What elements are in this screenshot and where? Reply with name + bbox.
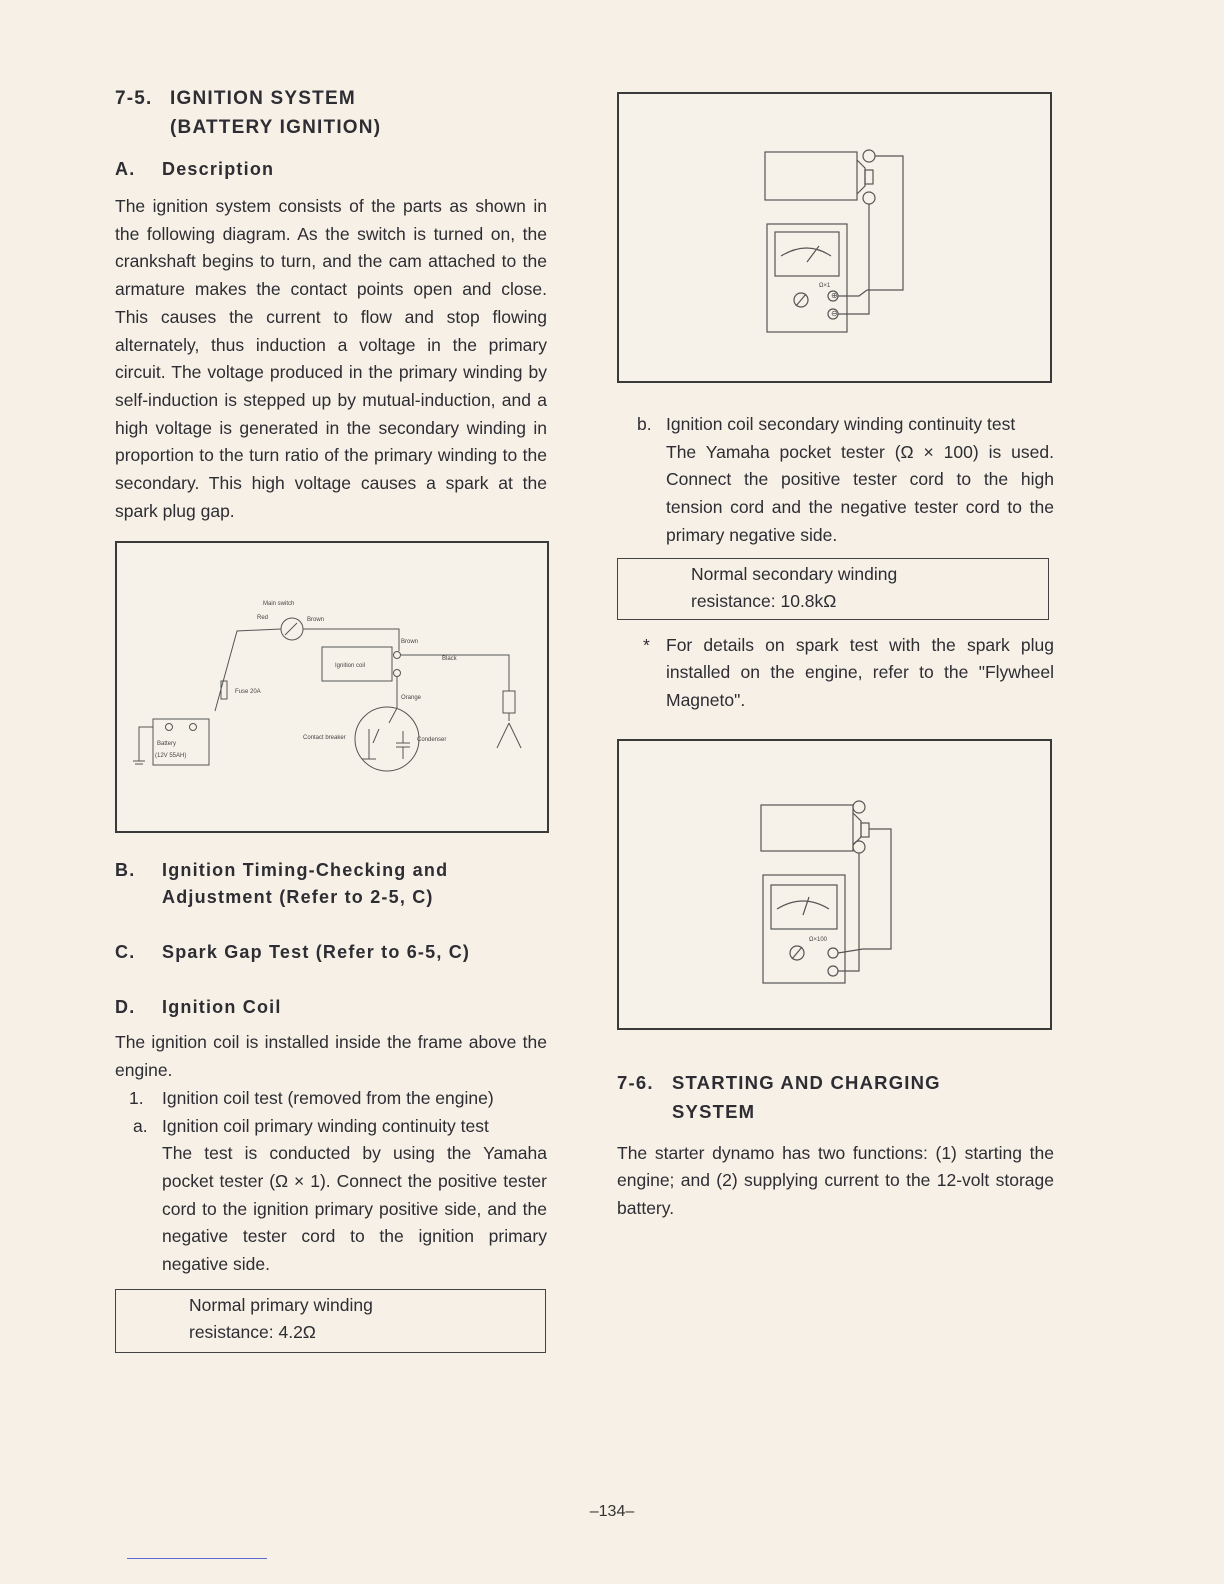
tester-diagram-svg (619, 94, 1050, 381)
list-item-a-label: a. (133, 1115, 148, 1136)
primary-resistance-spec-box (115, 1289, 546, 1353)
ignition-coil-box (765, 152, 857, 200)
section-d-title: Ignition Coil (162, 997, 282, 1018)
main-switch-symbol (281, 618, 303, 640)
tester-range-label: Ω×1 (819, 283, 831, 289)
svg-text:⊖: ⊖ (831, 309, 838, 318)
subsection-letter: C. (115, 942, 136, 963)
section-title-line2: (BATTERY IGNITION) (170, 117, 382, 138)
subsection-letter: A. (115, 159, 136, 179)
description-paragraph: The ignition system consists of the parts as shown in the following diagram. As the switch is turned on, the crankshaft begins to turn, and the cam attached to the armature makes the contact points open and close. This causes the current to flow and stop flowing alternately, thus induction a voltage in the primary circuit. The voltage produced in the primary winding by self-induction is stepped up by mutual-induction, and a high voltage is generated in the secondary winding in proportion to the turn ratio of the primary winding to the secondary. This high voltage causes a spark at the spark plug gap. (115, 196, 547, 521)
ignition-coil-box (761, 805, 853, 851)
spec-line-1: Normal secondary winding (691, 563, 898, 584)
list-item-1-text: Ignition coil test (removed from the engine) (162, 1087, 494, 1108)
section-title-line1: IGNITION SYSTEM (170, 88, 356, 109)
section-b-heading (115, 857, 547, 911)
right-column (617, 92, 1054, 1223)
label-battery: Battery (157, 741, 177, 748)
section-b-line2: Adjustment (Refer to 2-5, C) (162, 887, 434, 908)
footer-rule (127, 1558, 267, 1559)
contact-breaker-symbol (355, 707, 419, 771)
label-brown-2: Brown (401, 639, 419, 646)
ignition-wiring-diagram (115, 541, 549, 833)
tester-figure-primary (617, 92, 1052, 383)
label-contact-breaker: Contact breaker (303, 735, 346, 742)
wiring-diagram-svg (117, 543, 547, 831)
section-c-heading (115, 939, 547, 966)
section-d-heading (115, 994, 547, 1021)
section-c-title: Spark Gap Test (Refer to 6-5, C) (162, 942, 471, 963)
spec-line-2: resistance: 10.8kΩ (691, 590, 837, 611)
list-item-a-title: Ignition coil primary winding continuity test (162, 1115, 489, 1136)
page-number: –134– (589, 1503, 635, 1520)
list-item-b-body: The Yamaha pocket tester (Ω × 100) is used. Connect the positive tester cord to the high tension cord and the negative tester cord to the primary negative side. (666, 441, 1054, 545)
subsection-letter: B. (115, 860, 136, 881)
label-condenser: Condenser (417, 737, 447, 744)
label-fuse: Fuse 20A (235, 689, 261, 696)
label-brown-1: Brown (307, 617, 325, 624)
list-item-b (617, 411, 1054, 550)
tester-figure-secondary (617, 739, 1052, 1030)
list-item-b-label: b. (637, 414, 652, 434)
secondary-resistance-spec-box (617, 558, 1049, 620)
section-b-line1: Ignition Timing-Checking and (162, 860, 449, 881)
list-item-a (115, 1113, 547, 1279)
label-main-switch: Main switch (263, 601, 295, 608)
label-orange: Orange (401, 695, 422, 702)
section-number: 7-6. (617, 1071, 654, 1093)
section-title-line1: STARTING AND CHARGING (672, 1071, 941, 1093)
list-item-b-title: Ignition coil secondary winding continuity test (666, 414, 1016, 434)
spec-line-2: resistance: 4.2Ω (189, 1321, 316, 1342)
svg-text:⊕: ⊕ (831, 291, 838, 300)
spark-plug-symbol (503, 691, 515, 713)
note-bullet: * (643, 634, 650, 655)
section-7-6-heading (617, 1068, 1054, 1126)
list-item-1 (115, 1085, 547, 1113)
list-item-a-body: The test is conducted by using the Yamaha pocket tester (Ω × 1). Connect the positive tester cord to the ignition primary positive side, and the negative tester cord to the ignition primary negative side. (162, 1143, 547, 1275)
subsection-title: Description (162, 159, 275, 179)
subsection-letter: D. (115, 997, 136, 1018)
section-7-5-heading (115, 84, 547, 142)
label-battery-spec: (12V 55AH) (155, 753, 187, 760)
label-red: Red (257, 615, 269, 622)
tester-diagram-svg-2 (619, 741, 1050, 1028)
fuse-symbol (221, 681, 227, 699)
label-black: Black (442, 656, 457, 663)
left-column (115, 84, 547, 1353)
starting-charging-paragraph: The starter dynamo has two functions: (1) starting the engine; and (2) supplying current to the 12-volt storage battery. (617, 1142, 1054, 1219)
spark-test-note (617, 632, 1054, 715)
spec-line-1: Normal primary winding (189, 1294, 373, 1315)
list-item-1-label: 1. (129, 1087, 144, 1108)
note-text: For details on spark test with the spark plug installed on the engine, refer to the "Flywheel Magneto". (666, 634, 1054, 710)
label-ignition-coil: Ignition coil (335, 663, 366, 670)
ignition-coil-intro: The ignition coil is installed inside the frame above the engine. (115, 1032, 547, 1081)
section-title-line2: SYSTEM (672, 1100, 756, 1122)
description-heading (115, 156, 547, 183)
tester-range-label: Ω×100 (809, 936, 827, 943)
section-number: 7-5. (115, 88, 153, 109)
